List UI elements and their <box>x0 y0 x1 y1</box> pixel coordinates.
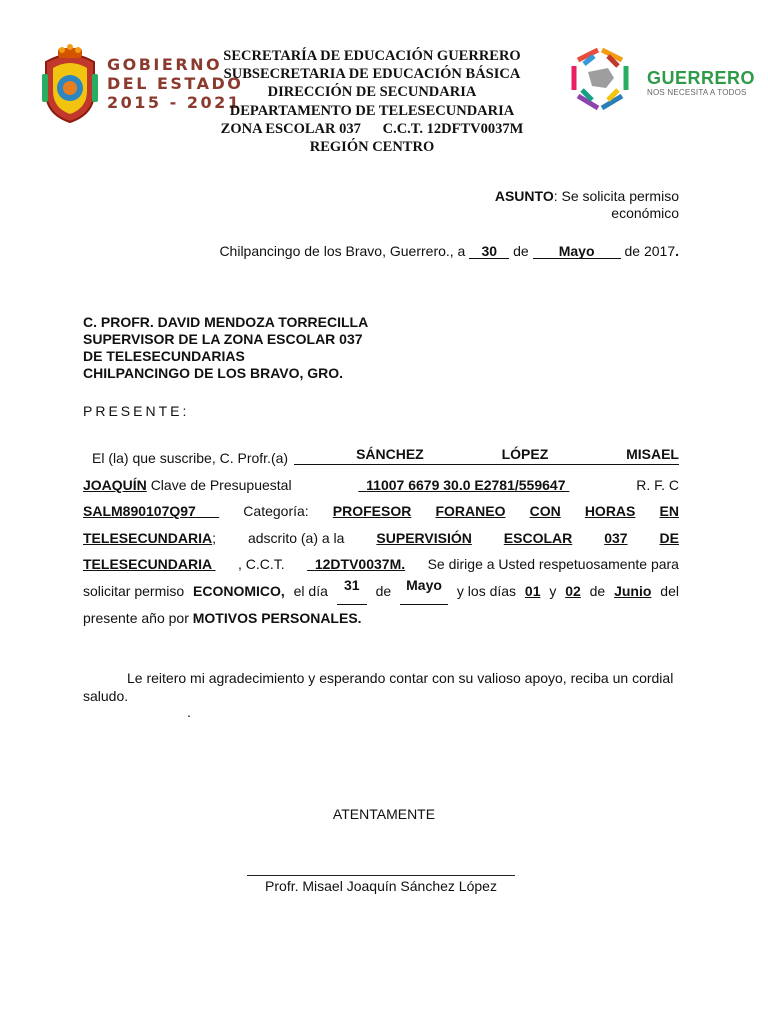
recipient-block <box>83 314 368 382</box>
brand-tagline: NOS NECESITA A TODOS <box>647 88 747 97</box>
letterhead <box>215 47 529 156</box>
header-line: SUBSECRETARIA DE EDUCACIÓN BÁSICA <box>223 66 521 83</box>
recipient-line: CHILPANCINGO DE LOS BRAVO, GRO. <box>83 365 344 381</box>
coat-of-arms-logo <box>40 44 100 124</box>
header-line: SECRETARÍA DE EDUCACIÓN GUERRERO <box>223 48 521 64</box>
subject-block <box>379 188 679 222</box>
salutation: PRESENTE: <box>83 403 190 419</box>
signer-name: Profr. Misael Joaquín Sánchez López <box>265 878 497 894</box>
government-wordmark: GOBIERNO DEL ESTADO 2015 - 2021 <box>107 55 244 112</box>
header-line: ZONA ESCOLAR 037 C.C.T. 12DFTV0037M <box>220 120 524 137</box>
brand-word: GUERRERO <box>647 68 756 88</box>
subject-label: ASUNTO <box>494 188 554 204</box>
date-day: 30 <box>469 244 509 259</box>
subject-text: : Se solicita permiso <box>553 188 679 204</box>
letter-body: El (la) que suscribe, C. Profr.(a) SÁNCHEZ LÓPEZ MISAEL JOAQUÍN Clave de Presupuestal 11007 6679 30.0 E2781/559647 R. F. C SALM890107Q97 Categoría: PROFESOR FORANEO CON HORAS EN TELESECUNDARIA; adscrito (a) a la SUPERVISIÓN ESCOLAR 037 DE TELESECUNDARIA , C.C.T. 12DTV0037M. Se dirige a Usted respetuosamente para solicitar permiso ECONOMICO, el día 31 de Mayo y los días 01 y 02 de Junio del presente año por MOTIVOS PERSONALES. <box>83 446 679 626</box>
signature-line <box>247 875 515 876</box>
guerrero-brand-logo <box>568 46 632 112</box>
recipient-line: SUPERVISOR DE LA ZONA ESCOLAR 037 <box>83 331 363 347</box>
header-line: DEPARTAMENTO DE TELESECUNDARIA <box>229 102 515 119</box>
recipient-line: DE TELESECUNDARIAS <box>83 348 245 364</box>
subject-text-2: económico <box>611 205 679 221</box>
date-month: Mayo <box>533 244 621 259</box>
recipient-line: C. PROFR. DAVID MENDOZA TORRECILLA <box>83 314 369 330</box>
header-line: REGIÓN CENTRO <box>309 139 435 156</box>
date-line: Chilpancingo de los Bravo, Guerrero., a 30 de Mayo de 2017. <box>219 243 679 259</box>
stray-dot: . <box>187 704 191 720</box>
sign-off: ATENTAMENTE <box>332 806 436 822</box>
header-line: DIRECCIÓN DE SECUNDARIA <box>267 84 477 101</box>
closing-paragraph: Le reitero mi agradecimiento y esperando contar con su valioso apoyo, reciba un cordial saludo. <box>83 670 674 704</box>
